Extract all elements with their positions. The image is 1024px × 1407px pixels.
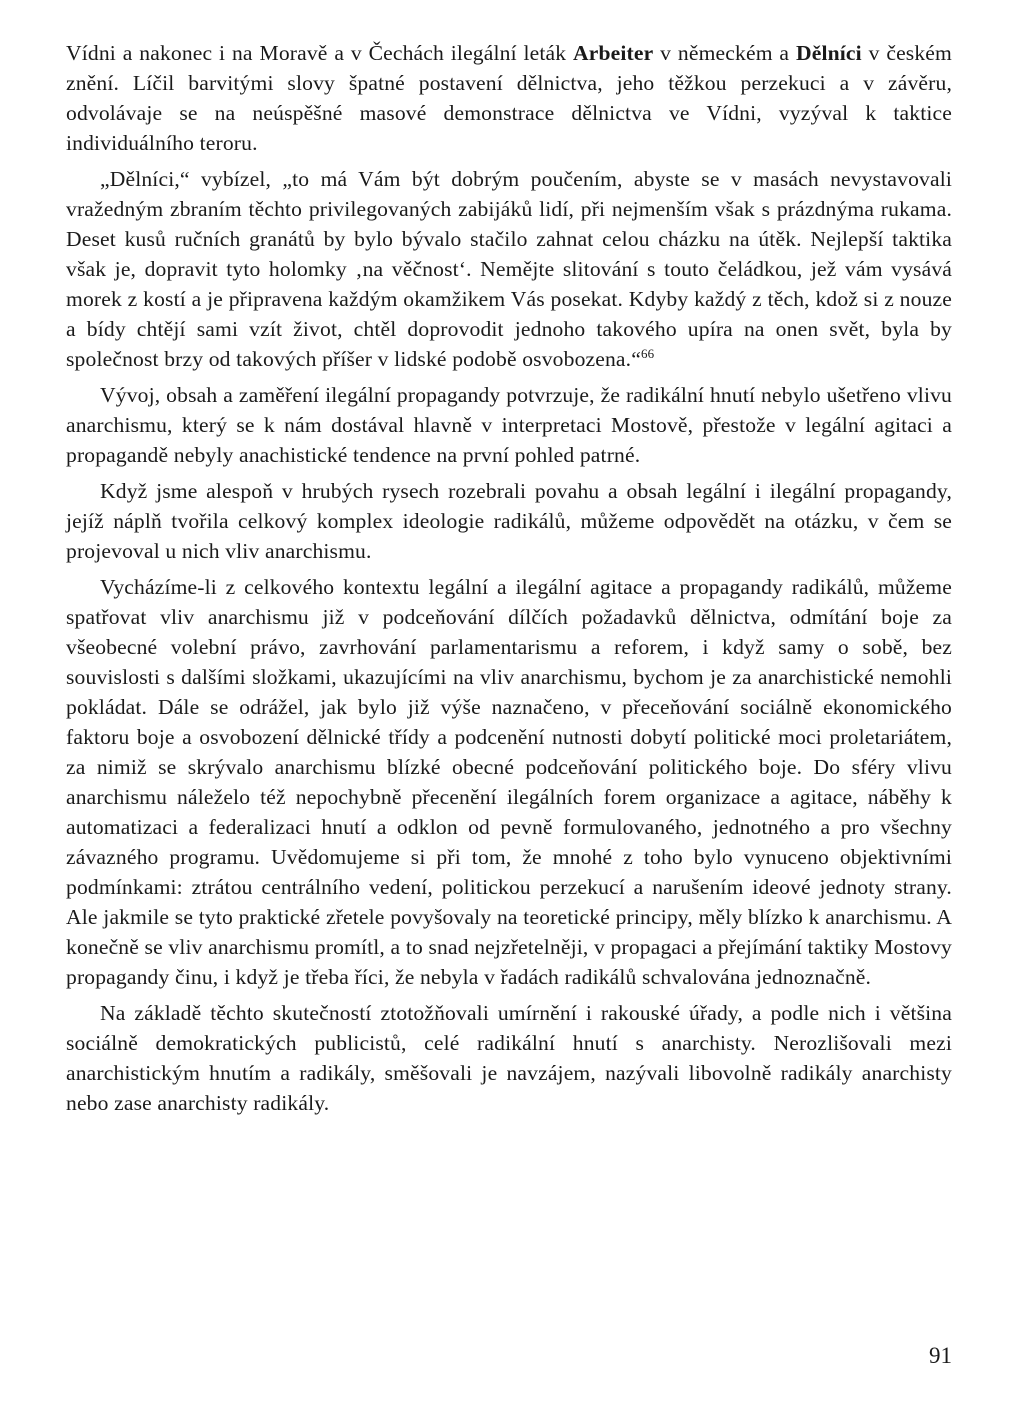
p3-text: Vývoj, obsah a zaměření ilegální propagandy potvrzuje, že radikální hnutí nebylo ušetřeno vlivu anarchismu, který se k nám dostával hlavně v interpretaci Mostově, přestože v legální agitaci a propagandě nebyly anachistické tendence na první pohled patrné. xyxy=(66,383,952,467)
page-number: 91 xyxy=(929,1343,952,1368)
p1-text-b: v německém a xyxy=(653,41,796,65)
p6-text: Na základě těchto skutečností ztotožňovali umírnění i rakouské úřady, a podle nich i většina sociálně demokratických publicistů, celé radikální hnutí s anarchisty. Nerozlišovali mezi anarchistickým hnutím a radikály, směšovali je navzájem, nazývali libovolně radikály anarchisty nebo zase anarchisty radikály. xyxy=(66,1001,952,1115)
paragraph-1 xyxy=(66,38,952,158)
p1-text-c: v českém znění. Líčil barvitými slovy špatné postavení dělnictva, jeho těžkou perzekuci a v závěru, odvolávaje se na neúspěšné masové demonstrace dělnictva ve Vídni, vyzýval k taktice individuálního teroru. xyxy=(66,41,952,155)
paragraph-4 xyxy=(66,476,952,566)
p2-text: „Dělníci,“ vybízel, „to má Vám být dobrým poučením, abyste se v masách nevystavovali vražedným zbraním těchto privilegovaných zabijáků lidí, při nejmenším však s prázdnýma rukama. Deset kusů ručních granátů by bylo bývalo stačilo zahnat celou cházku na útěk. Nejlepší taktika však je, dopravit tyto holomky ‚na věčnost‘. Nemějte slitování s touto čeládkou, jež vám vysává morek z kostí a je připravena každým okamžikem Vás posekat. Kdyby každý z těch, kdož si z nouze a bídy chtějí sami vzít život, chtěl doprovodit jednoho takového upíra na onen svět, byla by společnost brzy od takových příšer v lidské podobě osvobozena.“ xyxy=(66,167,952,371)
p1-text-a: Vídni a nakonec i na Moravě a v Čechách ilegální leták xyxy=(66,41,574,65)
footnote-reference: 66 xyxy=(640,346,655,361)
paragraph-3 xyxy=(66,380,952,470)
paragraph-6 xyxy=(66,998,952,1118)
p5-text: Vycházíme-li z celkového kontextu legální a ilegální agitace a propagandy radikálů, můžeme spatřovat vliv anarchismu již v podceňování dílčích požadavků dělnictva, odmítání boje za všeobecné volební právo, zavrhování parlamentarismu a reforem, i když samy o sobě, bez souvislosti s dalšími složkami, ukazujícími na vliv anarchismu, bychom je za anarchistické nemohli pokládat. Dále se odrážel, jak bylo již výše naznačeno, v přeceňování sociálně ekonomického faktoru boje a osvobození dělnické třídy a podcenění nutnosti dobytí politické moci proletariátem, za nimiž se skrývalo anarchismu blízké obecné podceňování politického boje. Do sféry vlivu anarchismu náleželo též nepochybně přecenění ilegálních forem organizace a agitace, náběhy k automatizaci a federalizaci hnutí a odklon od pevně formulovaného, jednotného a pro všechny závazného programu. Uvědomujeme si při tom, že mnohé z toho bylo vynuceno objektivními podmínkami: ztrátou centrálního vedení, politickou perzekucí a narušením ideové jednoty strany. Ale jakmile se tyto praktické zřetele povyšovaly na teoretické principy, měly blízko k anarchismu. A konečně se vliv anarchismu promítl, a to snad nejzřetelněji, v propagaci a přejímání taktiky Mostovy propagandy činu, i když je třeba říci, že nebyla v řadách radikálů schvalována jednoznačně. xyxy=(66,575,952,989)
p4-text: Když jsme alespoň v hrubých rysech rozebrali povahu a obsah legální i ilegální propagandy, jejíž náplň tvořila celkový komplex ideologie radikálů, můžeme odpovědět na otázku, v čem se projevoval u nich vliv anarchismu. xyxy=(66,479,952,563)
p1-title-arbeiter: Arbeiter xyxy=(573,41,654,65)
paragraph-2-quote xyxy=(66,164,952,374)
book-page xyxy=(66,38,952,1118)
p1-title-delnici: Dělníci xyxy=(795,41,862,65)
paragraph-5 xyxy=(66,572,952,992)
